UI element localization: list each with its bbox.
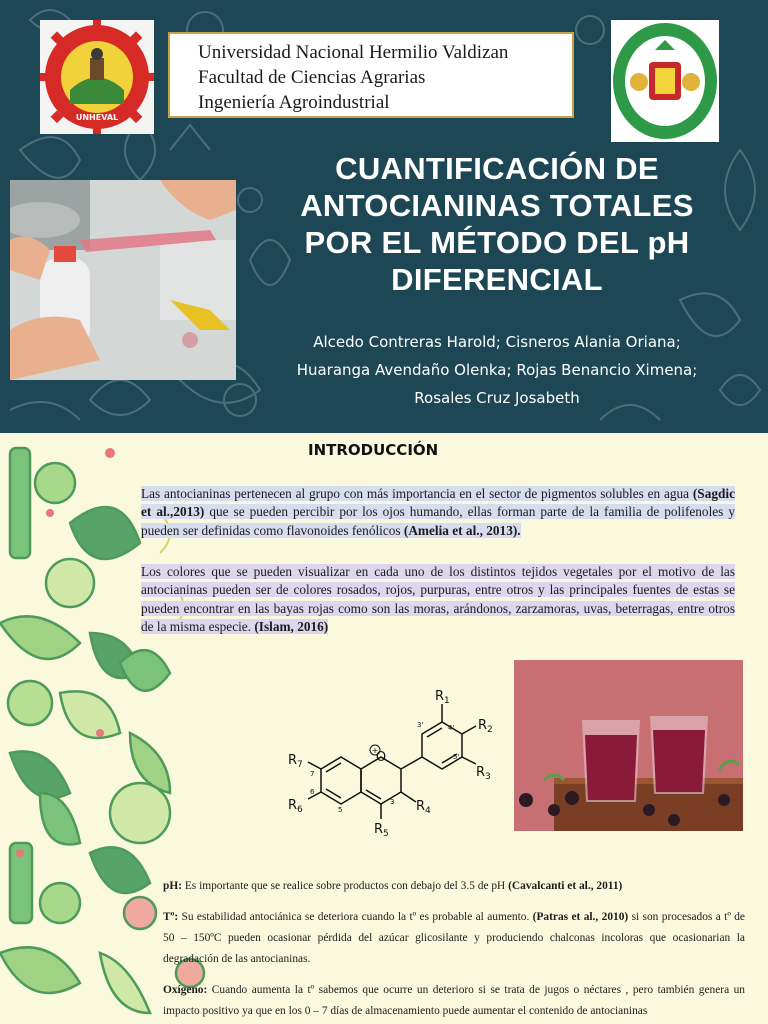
- authors-list: [262, 328, 732, 412]
- intro-paragraph-2: Los colores que se pueden visualizar en cada uno de los distintos tejidos vegetales por el motivo de las antocianinas pueden ser de colores rosados, rojos, purpuras, entre otros y las principales fuentes de estas se pueden encontrar en las bayas rojas como son las moras, arándonos, zarzamoras, uvas, beterragas, entre otros de la misma especie. (Islam, 2016): [141, 564, 735, 635]
- career-name: Ingeniería Agroindustrial: [198, 92, 390, 113]
- oxygen-label: O: [375, 750, 387, 765]
- citation-amelia: (Amelia et al., 2013).: [403, 522, 521, 538]
- r6-label: $R_6$: [288, 798, 303, 815]
- citation-patras: (Patras et al., 2010): [532, 911, 629, 923]
- faculty-logo: [40, 20, 154, 134]
- pos-5prime: 5': [453, 753, 460, 761]
- citation-sagdic: (Sagdic et al.,2013): [141, 486, 735, 520]
- pos-4prime: 4': [448, 724, 455, 732]
- factor-oxygen: Oxígeno: Cuando aumenta la tº sabemos que ocurre un deterioro si se trata de jugos o néctares , pero también genera un impacto positivo ya que en los 0 – 7 días de almacenamiento puede aumentar el contenido de antocianinas: [163, 984, 745, 1017]
- charge-label: +: [371, 746, 379, 755]
- factor-temperature: Tº: Su estabilidad antociánica se deteriora cuando la tº es probable al aumento. (Patras et al., 2010) si son procesados a tº de 50 – 150ºC pueden ocasionar pérdida del azúcar glicosilante y produciendo chalconas incoloras que ocasionarian la degradación de las antocianinas.: [163, 911, 745, 965]
- pos-3prime: 3': [417, 721, 424, 729]
- pos-7: 7: [310, 770, 315, 778]
- r1-label: $R_1$: [435, 689, 450, 706]
- juice-glasses-photo: [514, 660, 743, 831]
- pos-5: 5: [338, 806, 343, 814]
- introduction-heading: INTRODUCCIÓN: [308, 441, 439, 459]
- r3-label: $R_3$: [476, 765, 491, 782]
- authors-line-1: Alcedo Contreras Harold; Cisneros Alania Oriana;: [313, 333, 681, 351]
- citation-islam: (Islam, 2016): [254, 619, 329, 635]
- anthocyanin-structure-diagram: [276, 684, 516, 844]
- pos-3: 3: [390, 798, 395, 806]
- faculty-name: Facultad de Ciencias Agrarias: [198, 67, 426, 88]
- factors-section: [163, 876, 745, 1024]
- poster-header: [0, 0, 768, 433]
- r7-label: $R_7$: [288, 753, 303, 770]
- university-seal: [611, 20, 719, 142]
- lab-sample-photo: [10, 180, 236, 380]
- authors-line-3: Rosales Cruz Josabeth: [414, 389, 580, 407]
- citation-cavalcanti: (Cavalcanti et al., 2011): [508, 880, 623, 892]
- svg-text:UNHEVAL: UNHEVAL: [75, 113, 119, 122]
- poster-title: CUANTIFICACIÓN DE ANTOCIANINAS TOTALES POR EL MÉTODO DEL pH DIFERENCIAL: [300, 151, 694, 297]
- intro-paragraph-1: Las antocianinas pertenecen al grupo con más importancia en el sector de pigmentos solubles en agua (Sagdic et al.,2013) que se pueden percibir por los ojos humando, ellas forman parte de la familia de polifenoles y pueden ser definidas como flavonoides fenólicos (Amelia et al., 2013).: [141, 486, 735, 538]
- pos-6: 6: [310, 788, 315, 796]
- university-name: Universidad Nacional Hermilio Valdizan: [198, 42, 509, 63]
- r2-label: $R_2$: [478, 718, 493, 735]
- r5-label: $R_5$: [374, 822, 389, 839]
- university-box: [168, 32, 574, 118]
- factor-ph: pH: Es importante que se realice sobre productos con debajo del 3.5 de pH (Cavalcanti et al., 2011): [163, 880, 623, 892]
- authors-line-2: Huaranga Avendaño Olenka; Rojas Benancio Ximena;: [296, 361, 698, 379]
- r4-label: $R_4$: [416, 799, 431, 816]
